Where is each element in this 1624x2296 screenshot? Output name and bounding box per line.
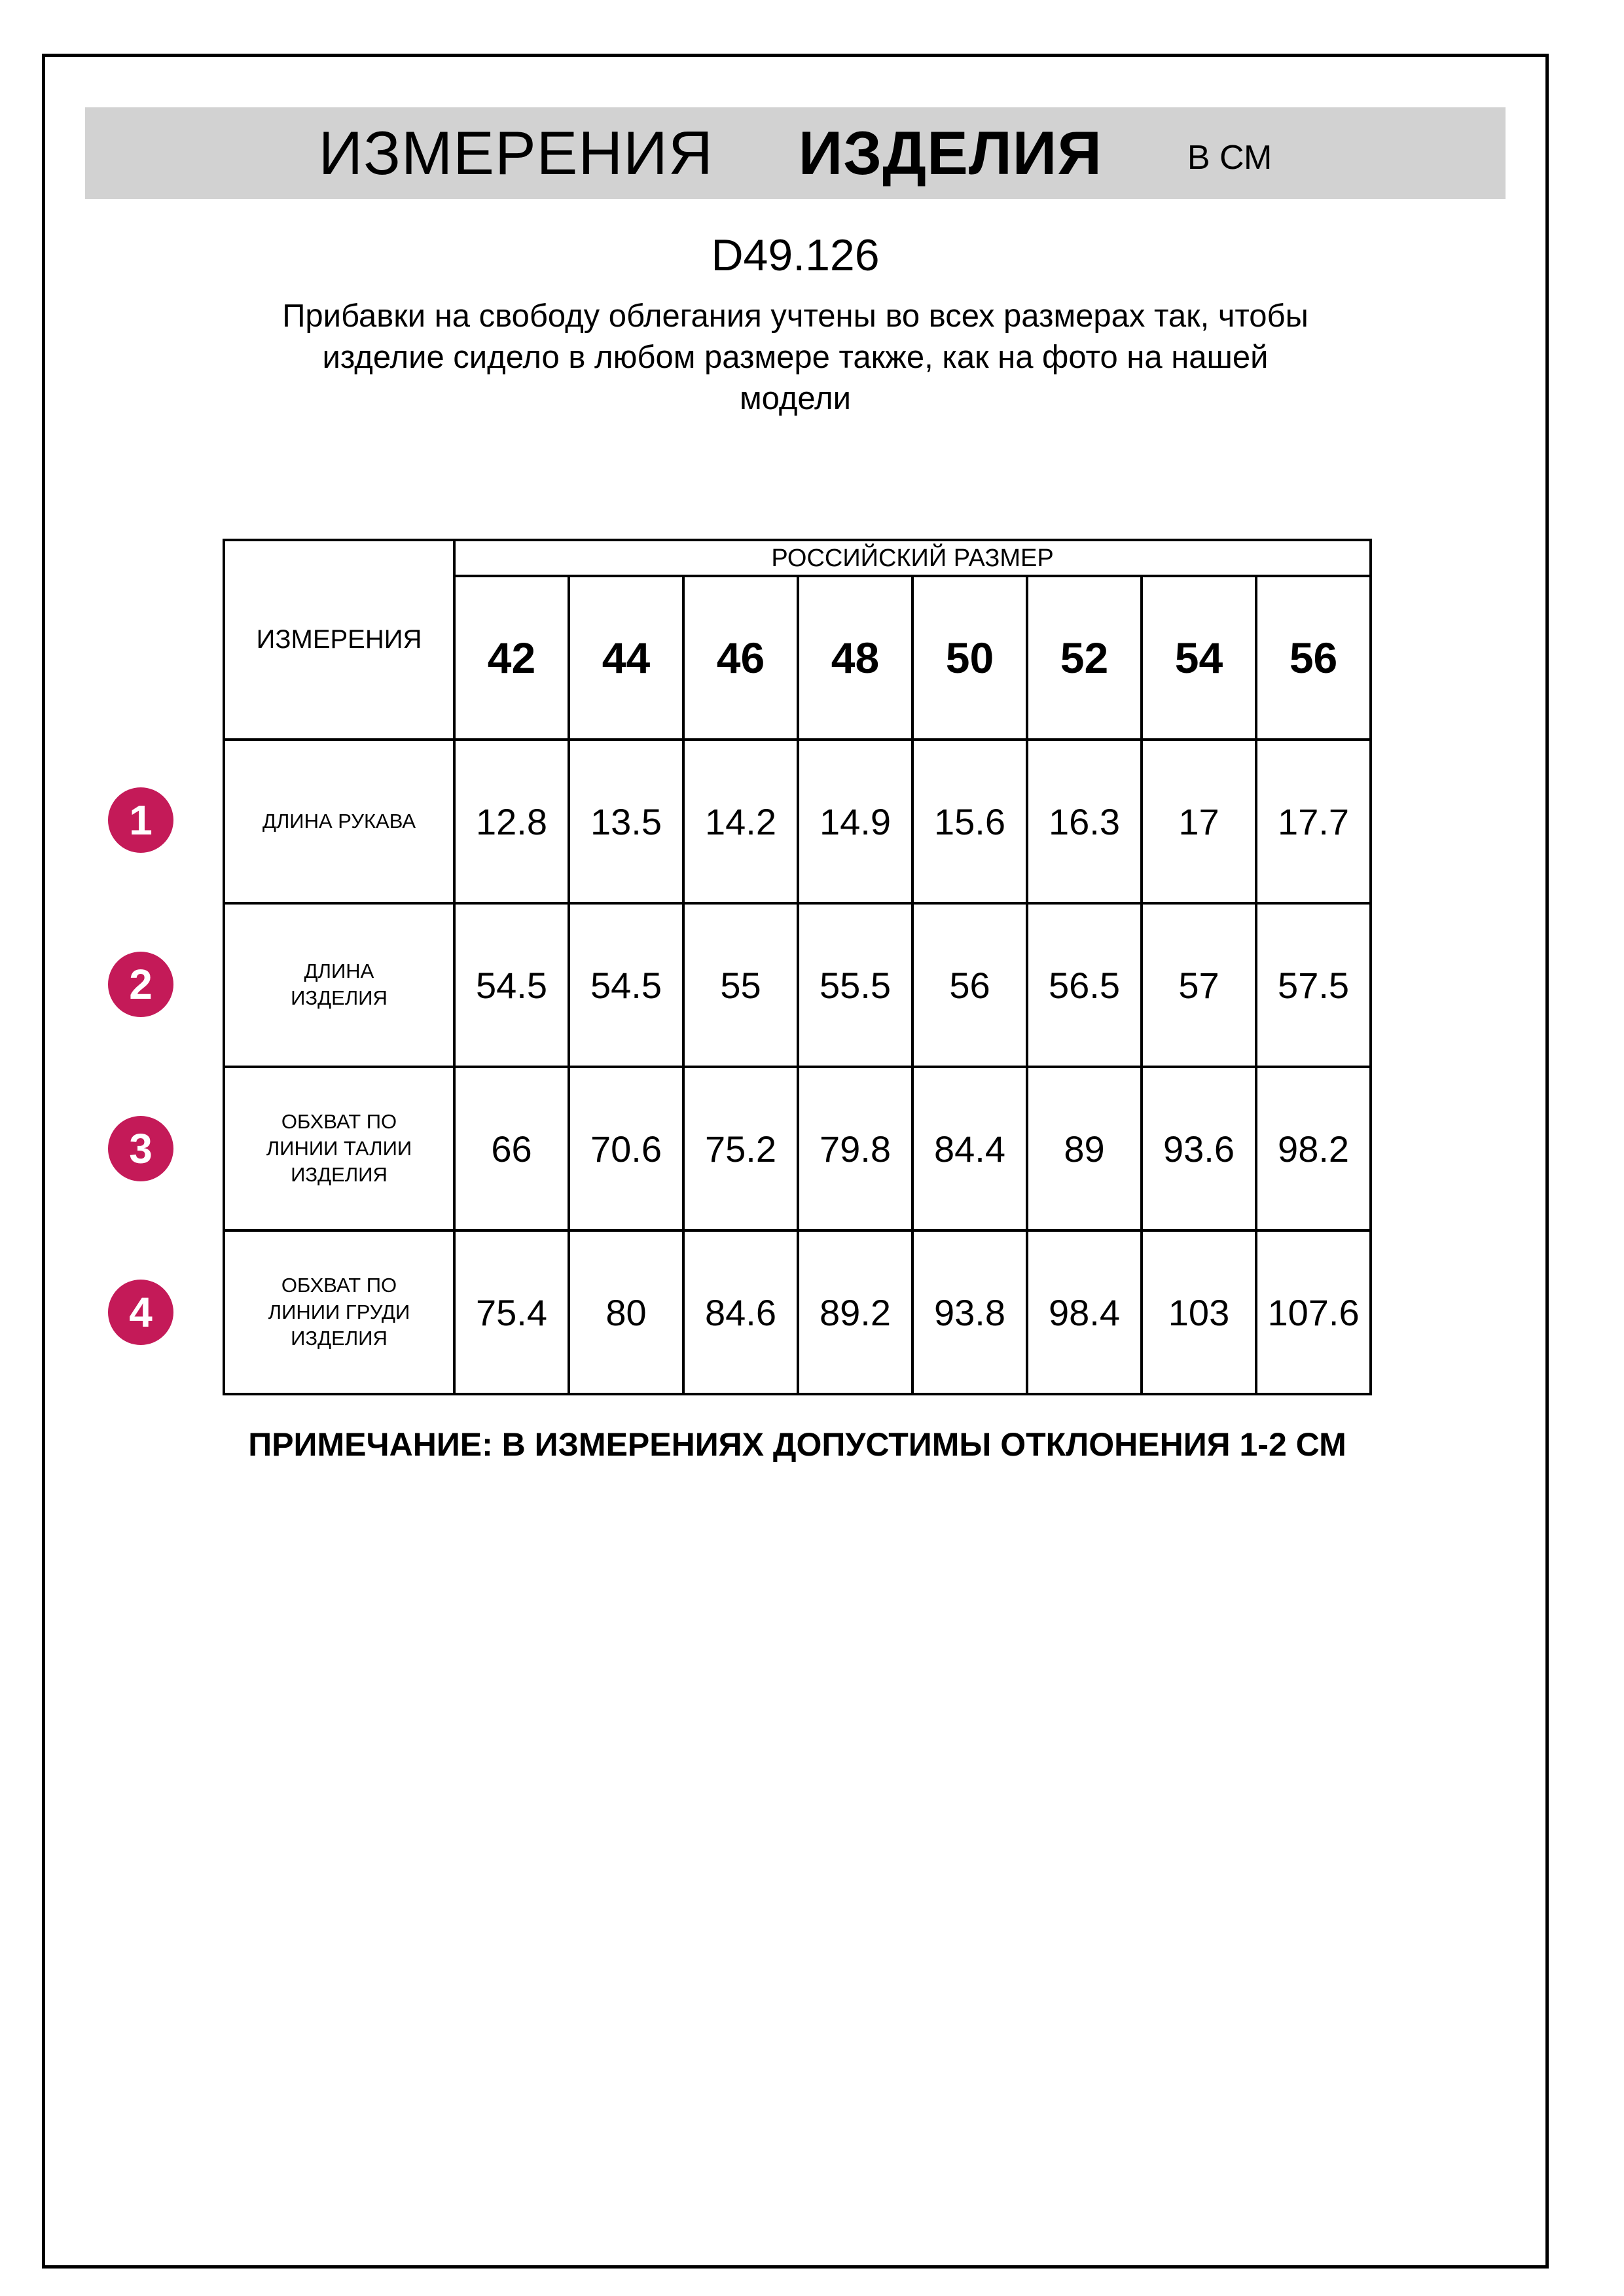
size-header-cell: 50	[912, 576, 1027, 740]
fit-description	[42, 296, 1549, 420]
value-cell: 12.8	[454, 740, 569, 903]
model-code: D49.126	[711, 230, 880, 280]
value-cell: 89	[1027, 1067, 1142, 1230]
value-cell: 13.5	[569, 740, 683, 903]
value-cell: 80	[569, 1230, 683, 1394]
row-label: ДЛИНА ИЗДЕЛИЯ	[291, 960, 388, 1009]
row-number-badge: 4	[108, 1280, 173, 1345]
value-cell: 57.5	[1256, 903, 1371, 1067]
value-cell: 84.6	[683, 1230, 798, 1394]
size-header-cell: 44	[569, 576, 683, 740]
page-title-units: В СМ	[1187, 139, 1272, 177]
value-cell: 75.4	[454, 1230, 569, 1394]
value-cell: 17.7	[1256, 740, 1371, 903]
row-label-cell	[224, 740, 454, 903]
size-header-cell: 42	[454, 576, 569, 740]
size-header-cell: 48	[798, 576, 912, 740]
row-label: ДЛИНА РУКАВА	[262, 809, 416, 833]
size-header-cell: 52	[1027, 576, 1142, 740]
table-row	[224, 1067, 1371, 1230]
corner-header-cell: ИЗМЕРЕНИЯ	[224, 540, 454, 740]
row-number-badge: 2	[108, 952, 173, 1017]
row-label: ОБХВАТ ПО ЛИНИИ ТАЛИИ ИЗДЕЛИЯ	[266, 1109, 412, 1187]
page-title-product: ИЗДЕЛИЯ	[798, 118, 1102, 187]
value-cell: 54.5	[569, 903, 683, 1067]
fit-description-line: изделие сидело в любом размере также, как на фото на нашей	[322, 340, 1269, 375]
fit-description-line: модели	[739, 381, 852, 416]
value-cell: 55	[683, 903, 798, 1067]
value-cell: 15.6	[912, 740, 1027, 903]
size-header-cell: 56	[1256, 576, 1371, 740]
row-label: ОБХВАТ ПО ЛИНИИ ГРУДИ ИЗДЕЛИЯ	[268, 1273, 410, 1350]
value-cell: 98.4	[1027, 1230, 1142, 1394]
size-header-cell: 46	[683, 576, 798, 740]
value-cell: 56	[912, 903, 1027, 1067]
value-cell: 54.5	[454, 903, 569, 1067]
row-label-cell	[224, 903, 454, 1067]
row-label-cell	[224, 1067, 454, 1230]
table-row	[224, 1230, 1371, 1394]
header-bar	[85, 107, 1506, 199]
size-table	[223, 539, 1372, 1395]
size-header-cell: 54	[1142, 576, 1256, 740]
value-cell: 14.9	[798, 740, 912, 903]
value-cell: 89.2	[798, 1230, 912, 1394]
table-row	[224, 740, 1371, 903]
value-cell: 103	[1142, 1230, 1256, 1394]
value-cell: 75.2	[683, 1067, 798, 1230]
value-cell: 93.8	[912, 1230, 1027, 1394]
value-cell: 57	[1142, 903, 1256, 1067]
value-cell: 107.6	[1256, 1230, 1371, 1394]
value-cell: 93.6	[1142, 1067, 1256, 1230]
group-header-cell: РОССИЙСКИЙ РАЗМЕР	[454, 540, 1371, 576]
row-number-badge: 3	[108, 1116, 173, 1181]
value-cell: 14.2	[683, 740, 798, 903]
row-label-cell	[224, 1230, 454, 1394]
value-cell: 66	[454, 1067, 569, 1230]
value-cell: 55.5	[798, 903, 912, 1067]
value-cell: 17	[1142, 740, 1256, 903]
table-group-header-row	[224, 540, 1371, 576]
table-row	[224, 903, 1371, 1067]
value-cell: 16.3	[1027, 740, 1142, 903]
note-text: ПРИМЕЧАНИЕ: В ИЗМЕРЕНИЯХ ДОПУСТИМЫ ОТКЛОНЕНИЯ 1-2 СМ	[248, 1426, 1346, 1463]
value-cell: 84.4	[912, 1067, 1027, 1230]
value-cell: 79.8	[798, 1067, 912, 1230]
fit-description-line: Прибавки на свободу облегания учтены во всех размерах так, чтобы	[282, 298, 1308, 334]
value-cell: 70.6	[569, 1067, 683, 1230]
value-cell: 56.5	[1027, 903, 1142, 1067]
row-number-badge: 1	[108, 787, 173, 853]
value-cell: 98.2	[1256, 1067, 1371, 1230]
page-title-measurements: ИЗМЕРЕНИЯ	[318, 118, 713, 187]
